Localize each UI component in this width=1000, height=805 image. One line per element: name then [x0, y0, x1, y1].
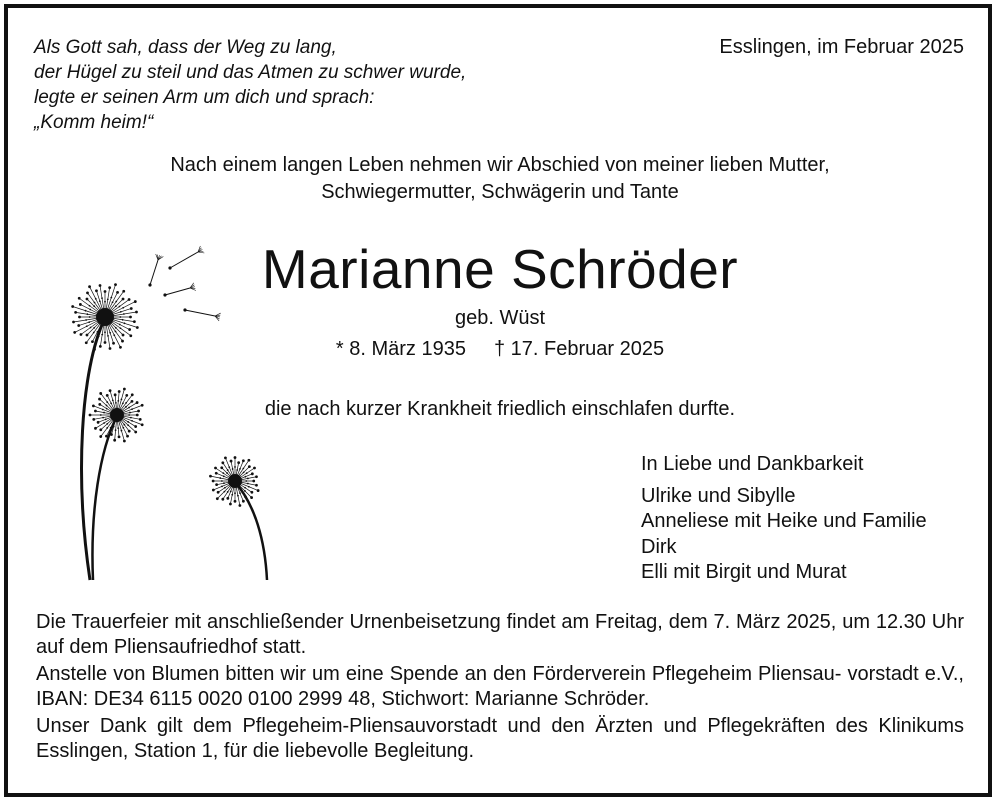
- birth-date: * 8. März 1935: [335, 338, 466, 360]
- notice-block: [36, 610, 964, 766]
- mourner-name: Anneliese mit Heike und Familie: [641, 510, 927, 532]
- intro-line: Nach einem langen Leben nehmen wir Abschied von meiner lieben Mutter,: [170, 154, 830, 176]
- deceased-name: Marianne Schröder: [261, 238, 739, 300]
- thanks-notice: Unser Dank gilt dem Pflegeheim-Pliensauvorstadt und den Ärzten und Pflegekräften des Klinikums Esslingen, Station 1, für die liebevolle Begleitung.: [36, 715, 964, 762]
- poem: [34, 35, 466, 135]
- mourner-name: Ulrike und Sibylle: [641, 484, 796, 507]
- maiden-name: geb. Wüst: [454, 307, 546, 329]
- funeral-notice: Die Trauerfeier mit anschließender Urnenbeisetzung findet am Freitag, dem 7. März 2025, um 12.30 Uhr auf dem Pliensaufriedhof statt.: [36, 611, 964, 658]
- poem-line: „Komm heim!“: [34, 112, 154, 133]
- death-date: † 17. Februar 2025: [493, 338, 665, 360]
- poem-line: Als Gott sah, dass der Weg zu lang,: [34, 37, 337, 58]
- place-date: Esslingen, im Februar 2025: [719, 36, 964, 58]
- intro-line: Schwiegermutter, Schwägerin und Tante: [321, 181, 679, 203]
- passing-text: die nach kurzer Krankheit friedlich einschlafen durfte.: [264, 398, 736, 420]
- poem-line: legte er seinen Arm um dich und sprach:: [34, 87, 375, 108]
- donation-notice: Anstelle von Blumen bitten wir um eine Spende an den Förderverein Pflegeheim Pliensau- vorstadt e.V., IBAN: DE34 6115 0020 0100 2999 48, Stichwort: Marianne Schröder.: [36, 663, 964, 710]
- mourner-name: Elli mit Birgit und Murat: [641, 561, 847, 583]
- life-dates: [0, 336, 1000, 362]
- mourner-name: Dirk: [641, 535, 677, 558]
- intro-text: [0, 152, 1000, 206]
- mourners-block: [641, 452, 927, 586]
- mourners-lead: In Liebe und Dankbarkeit: [641, 453, 864, 475]
- poem-line: der Hügel zu steil und das Atmen zu schwer wurde,: [34, 62, 467, 83]
